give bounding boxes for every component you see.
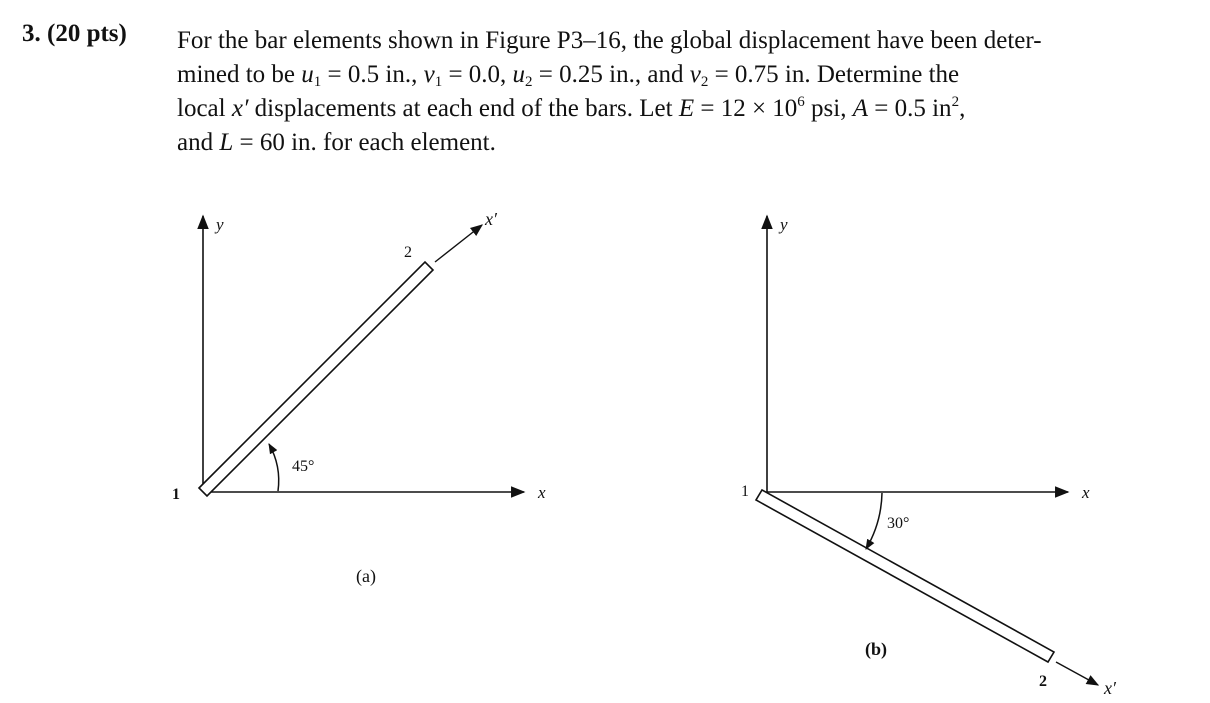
figure-b-local-axis bbox=[1056, 662, 1098, 685]
figure-a-x-label: x bbox=[538, 483, 546, 502]
figure-b-angle-arc bbox=[866, 493, 882, 549]
figure-a-node-2: 2 bbox=[404, 244, 412, 261]
figure-b-x-label: x bbox=[1082, 483, 1090, 502]
figure-b-node-2: 2 bbox=[1039, 673, 1047, 690]
figure-a-caption: (a) bbox=[356, 566, 376, 586]
figure-a-bar-element bbox=[199, 262, 433, 496]
figure-a-local-axis-label: x′ bbox=[485, 209, 497, 229]
figure-b-y-label: y bbox=[780, 215, 788, 234]
figure-b bbox=[741, 215, 1117, 698]
problem-number: 3. (20 pts) bbox=[22, 20, 127, 47]
statement-line-2: mined to be $u_1 = 0.5$ in., $v_1 = 0.0$, $u_2 = 0.25$ in., and $v_2 = 0.75$ in. Determine the bbox=[177, 61, 960, 90]
statement-line-4: and L = 60 in. for each element. bbox=[177, 129, 496, 156]
figure-b-caption: (b) bbox=[865, 639, 887, 659]
figure-b-local-axis-label: x′ bbox=[1104, 678, 1116, 698]
figure-b-angle-label: 30° bbox=[887, 515, 910, 532]
statement-line-3: local x′ displacements at each end of the bars. Let $E = 12 \times 10^6$ psi, A = 0.5 $in^2$, bbox=[177, 94, 966, 122]
figure-a-local-axis bbox=[435, 225, 482, 262]
figure-b-node-1: 1 bbox=[741, 483, 749, 500]
figure-a bbox=[172, 209, 546, 587]
figure-a-angle-label: 45° bbox=[292, 458, 315, 475]
statement-line-1: For the bar elements shown in Figure P3–16, the global displacement have been deter- bbox=[177, 27, 1042, 54]
figure-a-y-label: y bbox=[216, 215, 224, 234]
figure-a-node-1: 1 bbox=[172, 486, 180, 503]
figure-a-angle-arc bbox=[269, 444, 279, 491]
